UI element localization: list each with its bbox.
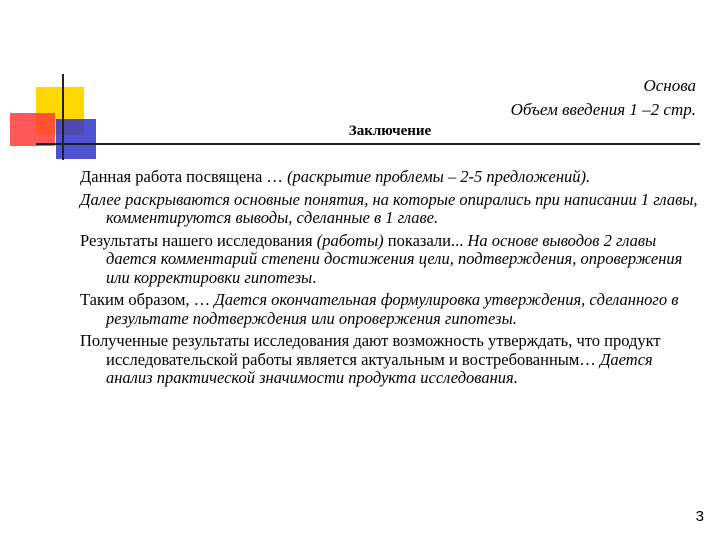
- decor-vertical-line: [62, 74, 64, 160]
- paragraph-1-text: Данная работа посвящена …: [80, 167, 288, 186]
- paragraph-1-end: .: [586, 167, 591, 186]
- paragraph-4-text: Таким образом, …: [80, 290, 215, 309]
- paragraph-1: [80, 168, 702, 187]
- page-number: 3: [695, 508, 704, 525]
- header-line-basis: Основа: [643, 76, 696, 95]
- paragraph-5-text: Полученные результаты исследования дают возможность утверждать, что продукт исследовательской работы является актуальным и востребованным…: [80, 331, 661, 369]
- paragraph-5: [80, 332, 702, 388]
- paragraph-3-mid: показали...: [383, 230, 468, 250]
- paragraph-3: [80, 232, 702, 288]
- decor-horizontal-line: [36, 143, 700, 145]
- header-line-intro-volume: Объем введения 1 –2 стр.: [510, 100, 696, 119]
- paragraph-3-italic-2: На основе выводов 2 главы дается комментарий степени достижения цели, подтверждения, опровержения или корректировки гипотезы: [106, 230, 683, 287]
- paragraph-5-italic: Дается анализ практической значимости продукта исследования.: [106, 349, 653, 387]
- paragraph-4: [80, 291, 702, 328]
- paragraph-1-italic: (раскрытие проблемы – 2-5 предложений): [287, 167, 587, 186]
- slide-body: [80, 168, 702, 392]
- paragraph-3-end: .: [312, 267, 317, 287]
- paragraph-4-italic: Дается окончательная формулировка утверждения, сделанного в результате подтверждения или опровержения гипотезы.: [106, 290, 679, 328]
- slide-title: Заключение: [348, 123, 432, 139]
- paragraph-2-text: Далее раскрываются основные понятия, на которые опирались при написании 1 главы, комментируются выводы, сделанные в 1 главе.: [80, 189, 698, 227]
- paragraph-3-italic: (работы): [316, 230, 384, 250]
- paragraph-2: [80, 191, 702, 228]
- paragraph-3-text: Результаты нашего исследования: [80, 230, 317, 250]
